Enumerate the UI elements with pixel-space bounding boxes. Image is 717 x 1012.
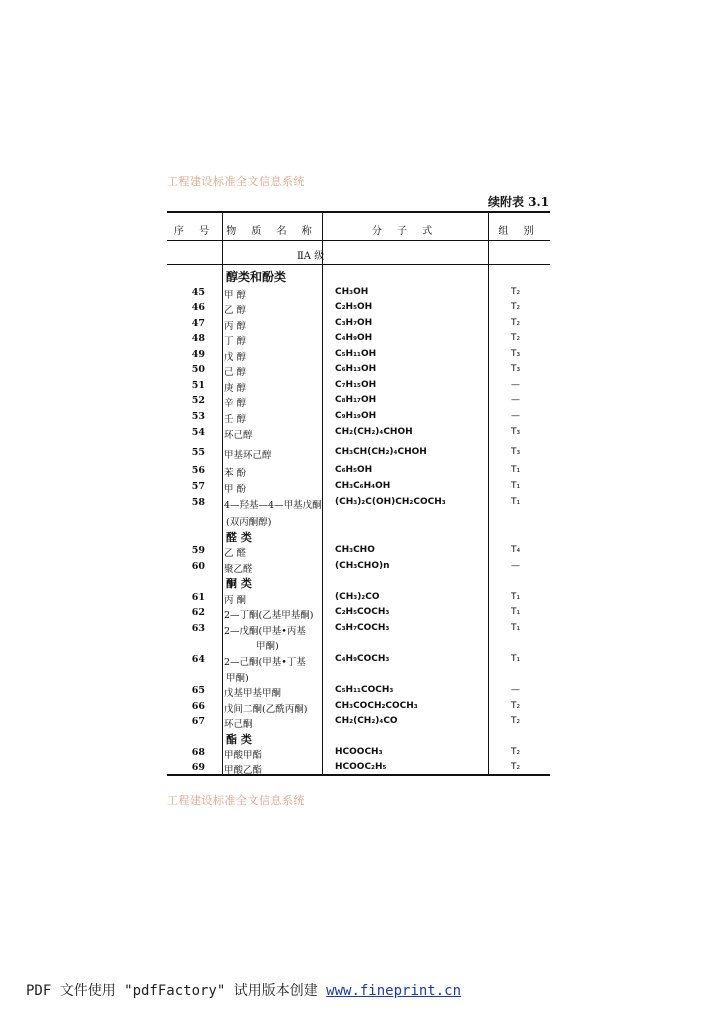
row-name: 壬 醇 — [224, 414, 247, 425]
row-formula: C₆H₁₃OH — [335, 364, 377, 374]
row-no: 61 — [191, 592, 205, 603]
row-group: T₁ — [511, 623, 521, 633]
row-formula: (CH₃CHO)n — [335, 561, 390, 571]
table-row — [167, 545, 550, 560]
row-formula: C₉H₁₉OH — [335, 411, 377, 421]
table-row — [167, 497, 550, 512]
row-no: 51 — [191, 380, 205, 391]
row-no: 45 — [191, 287, 205, 298]
row-name: 戊基甲基甲酮 — [224, 688, 282, 699]
row-group: T₂ — [511, 716, 521, 726]
row-name: 戊 醇 — [224, 352, 247, 363]
table-row — [167, 427, 550, 442]
row-formula: C₆H₅OH — [335, 465, 373, 475]
row-no: 65 — [191, 685, 205, 696]
table-row — [167, 592, 550, 607]
row-name: 苯 酚 — [224, 468, 247, 479]
row-formula: HCOOC₂H₅ — [335, 762, 387, 772]
row-name: 2—丁酮(乙基甲基酮) — [224, 610, 314, 621]
row-no: 56 — [191, 465, 205, 476]
row-name: 甲 酚 — [224, 484, 247, 495]
row-formula: (CH₃)₂C(OH)CH₂COCH₃ — [335, 497, 446, 507]
header-name: 物 质 名 称 — [226, 226, 318, 237]
row-formula: C₅H₁₁COCH₃ — [335, 685, 394, 695]
row-formula: CH₃COCH₂COCH₃ — [335, 701, 418, 711]
row-no: 68 — [191, 747, 205, 758]
row-name: 4—羟基—4—甲基戊酮 — [224, 500, 322, 511]
row-group: T₂ — [511, 318, 521, 328]
pdf-footer — [26, 980, 461, 1000]
header-no: 序 号 — [173, 226, 216, 237]
table-row — [167, 333, 550, 348]
row-no: 55 — [191, 447, 205, 458]
row-no: 59 — [191, 545, 205, 556]
row-group: — — [511, 395, 520, 405]
table-top-rule — [167, 211, 550, 213]
table-row — [167, 561, 550, 576]
row-formula: C₄H₉OH — [335, 333, 373, 343]
row-formula: (CH₃)₂CO — [335, 592, 380, 602]
row-group: — — [511, 411, 520, 421]
table-row — [167, 607, 550, 622]
table-row — [167, 654, 550, 669]
row-no: 67 — [191, 716, 205, 727]
row-group: T₁ — [511, 607, 521, 617]
table-row — [167, 481, 550, 496]
row-name: 聚乙醛 — [224, 564, 253, 575]
table-row — [167, 623, 550, 638]
row-group: T₁ — [511, 481, 521, 491]
row-group: T₂ — [511, 701, 521, 711]
table-row — [167, 380, 550, 395]
row-no: 58 — [191, 497, 205, 508]
category-aldehydes: 醛 类 — [226, 531, 252, 544]
table-row — [167, 364, 550, 379]
header-group: 组 别 — [498, 226, 540, 237]
row-no: 47 — [191, 318, 205, 329]
category-alcohols: 醇类和酚类 — [226, 270, 287, 284]
row-group: T₂ — [511, 302, 521, 312]
row-formula: HCOOCH₃ — [335, 747, 383, 757]
row-name: 己 醇 — [224, 367, 247, 378]
row-name: 乙 醛 — [224, 548, 247, 559]
row-formula: C₃H₇OH — [335, 318, 373, 328]
table-row — [167, 747, 550, 762]
row-name: 甲酸乙酯 — [224, 765, 263, 776]
row-group: T₂ — [511, 762, 521, 772]
row-formula: CH₂(CH₂)₄CO — [335, 716, 398, 726]
row-name: 辛 醇 — [224, 398, 247, 409]
row-no: 52 — [191, 395, 205, 406]
table-row — [167, 287, 550, 302]
row-name: 丙 醇 — [224, 321, 247, 332]
row-formula: CH₃CHO — [335, 545, 375, 555]
row-name: 丙 酮 — [224, 595, 247, 606]
row-group: T₃ — [511, 349, 521, 359]
table-row — [167, 465, 550, 480]
row-group: — — [511, 561, 520, 571]
row-group: T₂ — [511, 333, 521, 343]
grade-label: ⅡA 级 — [297, 251, 325, 262]
row-group: T₃ — [511, 427, 521, 437]
row-name: 戊间二酮(乙酰丙酮) — [224, 704, 308, 715]
row-no: 64 — [191, 654, 205, 665]
row-no: 62 — [191, 607, 205, 618]
row-no: 69 — [191, 762, 205, 773]
row-name: 2—己酮(甲基•丁基 — [224, 657, 306, 668]
row-formula: C₃H₇COCH₃ — [335, 623, 390, 633]
row-formula: CH₃OH — [335, 287, 369, 297]
row-name: 甲基环己醇 — [224, 450, 272, 461]
row-name-continuation: 甲酮) — [226, 673, 249, 684]
row-name: 乙 醇 — [224, 305, 247, 316]
row-group: T₄ — [511, 545, 521, 555]
row-no: 54 — [191, 427, 205, 438]
row-name: 环己酮 — [224, 719, 253, 730]
row-formula: C₂H₅OH — [335, 302, 373, 312]
row-group: T₂ — [511, 747, 521, 757]
table-row — [167, 762, 550, 777]
table-row — [167, 716, 550, 731]
row-name: 环己醇 — [224, 430, 253, 441]
row-no: 48 — [191, 333, 205, 344]
row-group: T₁ — [511, 465, 521, 475]
row-formula: CH₃CH(CH₂)₄CHOH — [335, 447, 427, 457]
row-name: 甲 醇 — [224, 290, 247, 301]
row-name: 甲酸甲酯 — [224, 750, 263, 761]
row-no: 53 — [191, 411, 205, 422]
header-rule — [167, 240, 550, 241]
row-no: 60 — [191, 561, 205, 572]
table-row — [167, 318, 550, 333]
row-group: T₃ — [511, 364, 521, 374]
table-row — [167, 447, 550, 462]
row-formula: C₇H₁₅OH — [335, 380, 377, 390]
table-row — [167, 701, 550, 716]
table-row — [167, 302, 550, 317]
row-name: 丁 醇 — [224, 336, 247, 347]
row-no: 49 — [191, 349, 205, 360]
row-group: T₁ — [511, 654, 521, 664]
row-no: 63 — [191, 623, 205, 634]
row-formula: C₈H₁₇OH — [335, 395, 377, 405]
category-ketones: 酮 类 — [226, 577, 252, 590]
header-formula: 分 子 式 — [371, 226, 439, 237]
row-name: 庚 醇 — [224, 383, 247, 394]
row-no: 46 — [191, 302, 205, 313]
table-row — [167, 411, 550, 426]
row-group: — — [511, 380, 520, 390]
row-no: 66 — [191, 701, 205, 712]
row-group: T₃ — [511, 447, 521, 457]
row-group: T₁ — [511, 592, 521, 602]
row-group: — — [511, 685, 520, 695]
row-name-continuation: (双丙酮醇) — [226, 517, 272, 528]
footer-link[interactable]: www.fineprint.cn — [326, 983, 462, 999]
table-row — [167, 349, 550, 364]
row-no: 57 — [191, 481, 205, 492]
row-group: T₁ — [511, 497, 521, 507]
category-esters: 酯 类 — [226, 733, 252, 746]
footer-text: PDF 文件使用 "pdfFactory" 试用版本创建 — [26, 983, 327, 999]
row-formula: CH₃C₆H₄OH — [335, 481, 391, 491]
row-formula: C₂H₅COCH₃ — [335, 607, 390, 617]
row-no: 50 — [191, 364, 205, 375]
row-formula: C₅H₁₁OH — [335, 349, 377, 359]
watermark-bottom: 工程建设标准全文信息系统 — [167, 794, 305, 807]
table-title: 续附表 3.1 — [488, 195, 550, 209]
row-name: 2—戊酮(甲基•丙基 — [224, 626, 306, 637]
table-row — [167, 685, 550, 700]
grade-rule — [167, 264, 550, 265]
row-name-continuation: 甲酮) — [256, 641, 279, 652]
watermark-top: 工程建设标准全文信息系统 — [167, 175, 305, 188]
row-formula: CH₂(CH₂)₄CHOH — [335, 427, 413, 437]
row-formula: C₄H₉COCH₃ — [335, 654, 390, 664]
row-group: T₂ — [511, 287, 521, 297]
table-row — [167, 395, 550, 410]
